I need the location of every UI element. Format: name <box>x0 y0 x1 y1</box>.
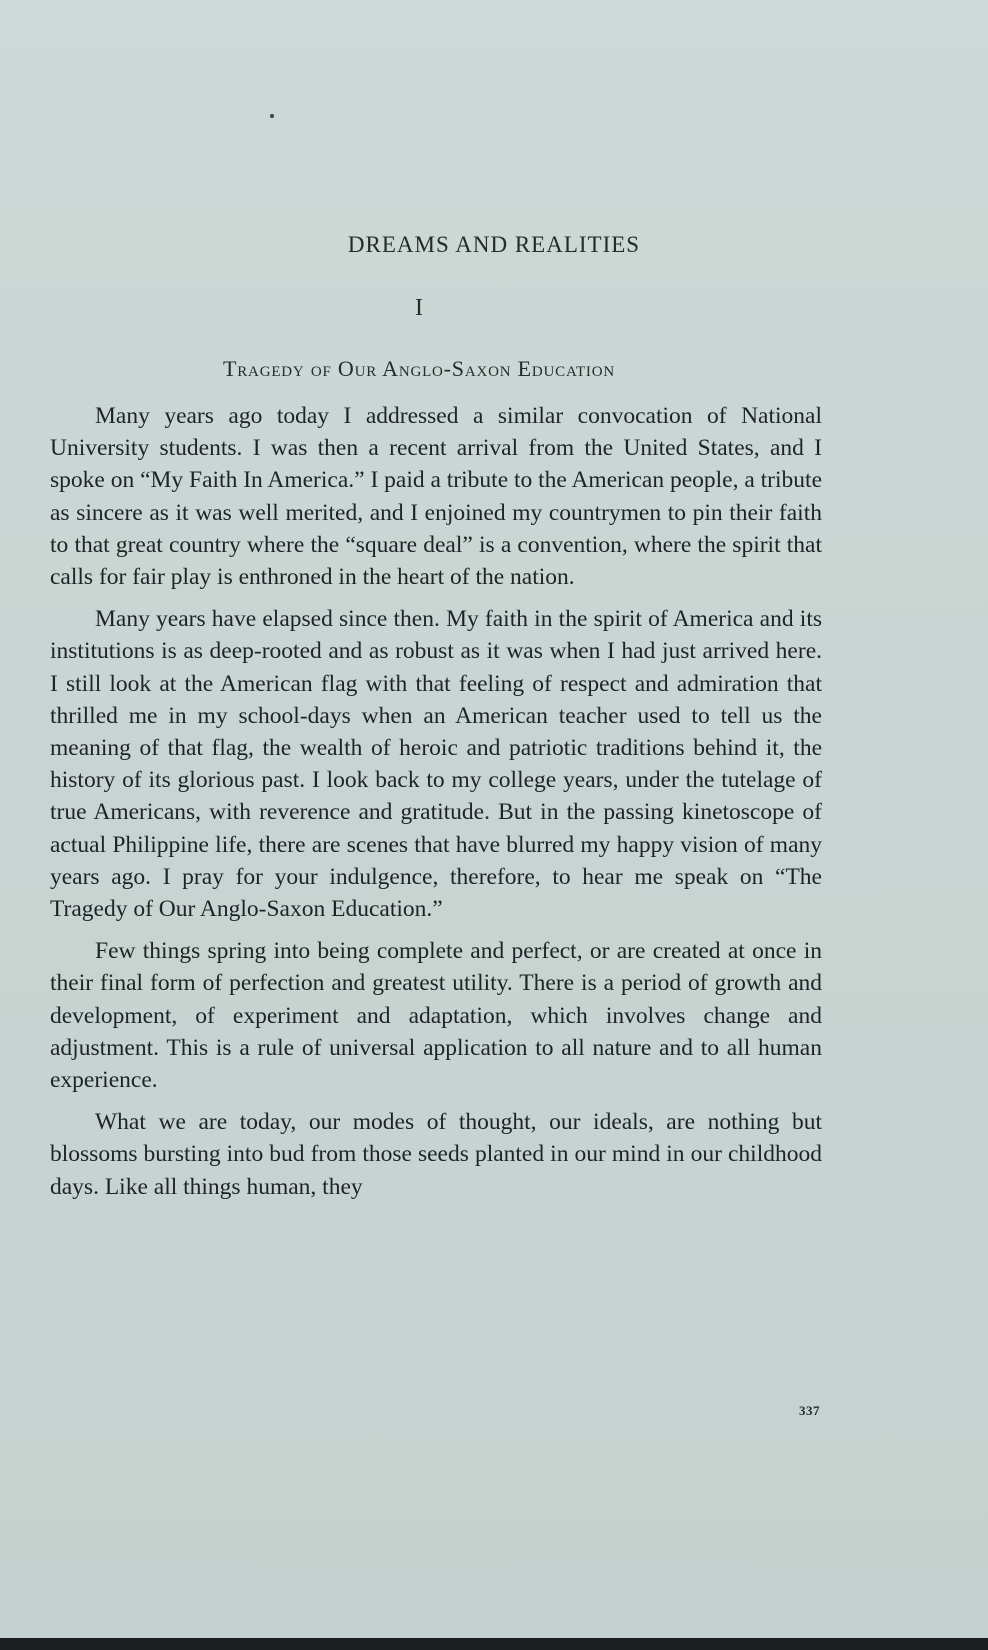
paragraph: Few things spring into being complete and perfect, or are created at once in their final form of perfection and greatest utility. There is a period of growth and development, of experiment and adaptation, which involves change and adjustment. This is a rule of universal application to all nature and to all human experience. <box>50 938 822 1094</box>
section-title: Tragedy of Our Anglo-Saxon Education <box>223 356 615 381</box>
chapter-title: DREAMS AND REALITIES <box>347 232 641 257</box>
paragraph: Many years have elapsed since then. My faith in the spirit of America and its institutions is as deep-rooted and as robust as it was when I had just arrived here. I still look at the American flag with that feeling of respect and admiration that thrilled me in my school-days when an American teacher used to tell us the meaning of that flag, the wealth of heroic and patriotic traditions behind it, the history of its glorious past. I look back to my college years, under the tutelage of true Americans, with reverence and gratitude. But in the passing kinetoscope of actual Philippine life, there are scenes that have blurred my happy vision of many years ago. I pray for your indulgence, therefore, to hear me speak on “The Tragedy of Our Anglo-Saxon Education.” <box>50 606 822 923</box>
body-text <box>50 400 822 1213</box>
section-number: I <box>415 295 423 321</box>
page-number: 337 <box>799 1403 820 1418</box>
print-speck <box>270 114 274 118</box>
paragraph: What we are today, our modes of thought, our ideals, are nothing but blossoms bursting into bud from those seeds planted in our mind in our childhood days. Like all things human, they <box>50 1109 822 1200</box>
paragraph: Many years ago today I addressed a similar convocation of National University students. I was then a recent arrival from the United States, and I spoke on “My Faith In America.” I paid a tribute to the American people, a tribute as sincere as it was well merited, and I enjoined my countrymen to pin their faith to that great country where the “square deal” is a convention, where the spirit that calls for fair play is enthroned in the heart of the nation. <box>50 403 823 591</box>
scan-bottom-edge <box>0 1638 988 1650</box>
